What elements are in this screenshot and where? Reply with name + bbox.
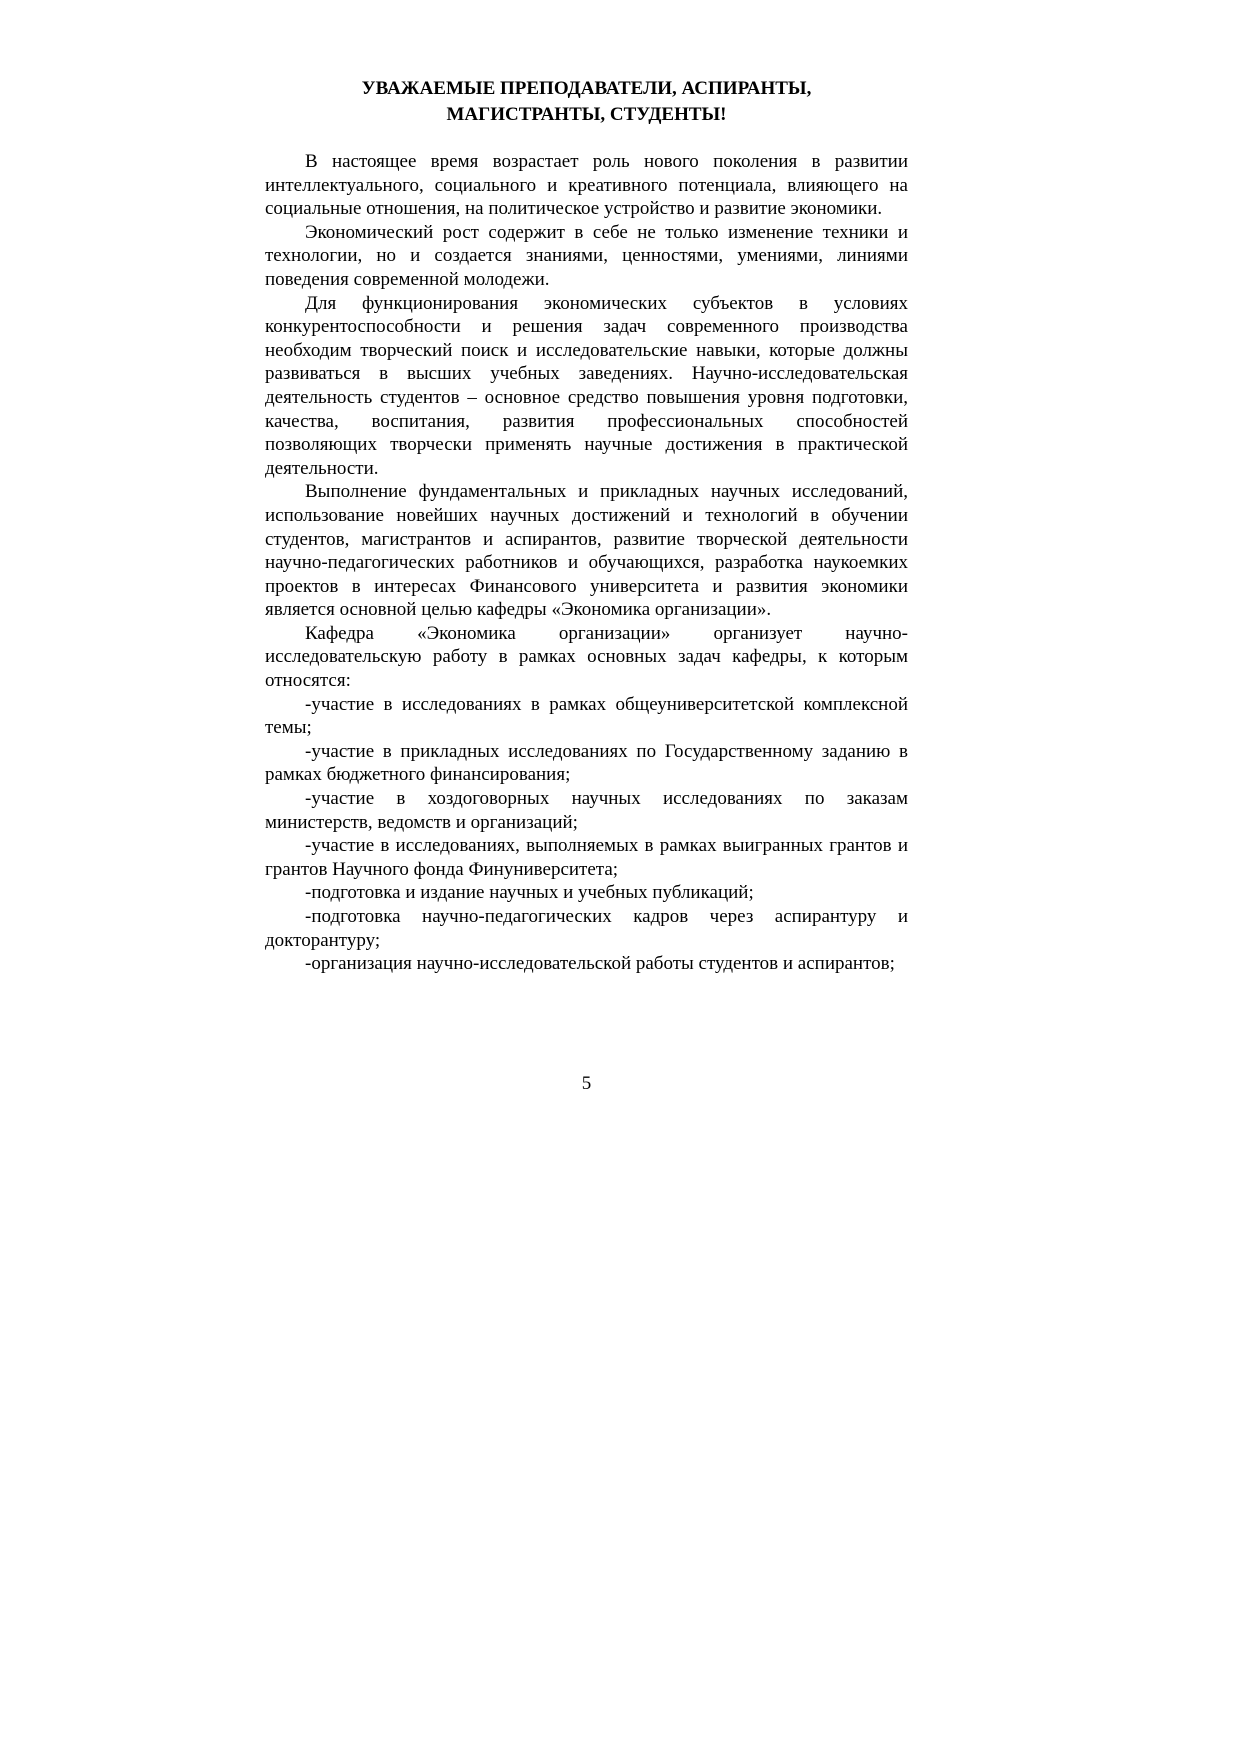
list-item-paragraph: -подготовка и издание научных и учебных публикаций; (305, 882, 754, 904)
document-title (265, 76, 908, 128)
paragraph: Экономический рост содержит в себе не только изменение техники и технологии, но и создается знаниями, ценностями, умениями, линиями поведения современной молодежи. (265, 221, 908, 290)
document-content (265, 76, 908, 976)
list-item-paragraph: -участие в исследованиях, выполняемых в рамках выигранных грантов и грантов Научного фонда Финуниверситета; (265, 835, 908, 880)
paragraph: Кафедра «Экономика организации» организует научно-исследовательскую работу в рамках основных задач кафедры, к которым относятся: (265, 622, 908, 692)
list-item-paragraph: -участие в исследованиях в рамках общеуниверситетской комплексной темы; (265, 693, 908, 739)
list-item-paragraph: -участие в прикладных исследованиях по Государственному заданию в рамках бюджетного финансирования; (265, 740, 908, 786)
paragraph: Выполнение фундаментальных и прикладных научных исследований, использование новейших научных достижений и технологий в обучении студентов, магистрантов и аспирантов, развитие творческой деятельности научно-педагогических работников и обучающихся, разработка наукоемких проектов в интересах Финансового университета и развития экономики является основной целью кафедры «Экономика организации». (265, 481, 908, 621)
title-line-2: МАГИСТРАНТЫ, СТУДЕНТЫ! (446, 104, 727, 125)
paragraph: Для функционирования экономических субъектов в условиях конкурентоспособности и решения задач современного производства необходим творческий поиск и исследовательские навыки, которые должны развиваться в высших учебных заведениях. Научно-исследовательская деятельность студентов – основное средство повышения уровня подготовки, качества, воспитания, развития профессиональных способностей позволяющих творчески применять научные достижения в практической деятельности. (265, 292, 908, 479)
list-item-paragraph: -участие в хоздоговорных научных исследованиях по заказам министерств, ведомств и организаций; (265, 788, 908, 833)
paragraph: В настоящее время возрастает роль нового поколения в развитии интеллектуального, социального и креативного потенциала, влияющего на социальные отношения, на политическое устройство и развитие экономики. (265, 151, 908, 220)
page-number: 5 (581, 1073, 592, 1094)
title-line-1: УВАЖАЕМЫЕ ПРЕПОДАВАТЕЛИ, АСПИРАНТЫ, (361, 78, 812, 99)
list-item-paragraph: -организация научно-исследовательской работы студентов и аспирантов; (305, 953, 895, 975)
list-item-paragraph: -подготовка научно-педагогических кадров через аспирантуру и докторантуру; (265, 906, 908, 951)
